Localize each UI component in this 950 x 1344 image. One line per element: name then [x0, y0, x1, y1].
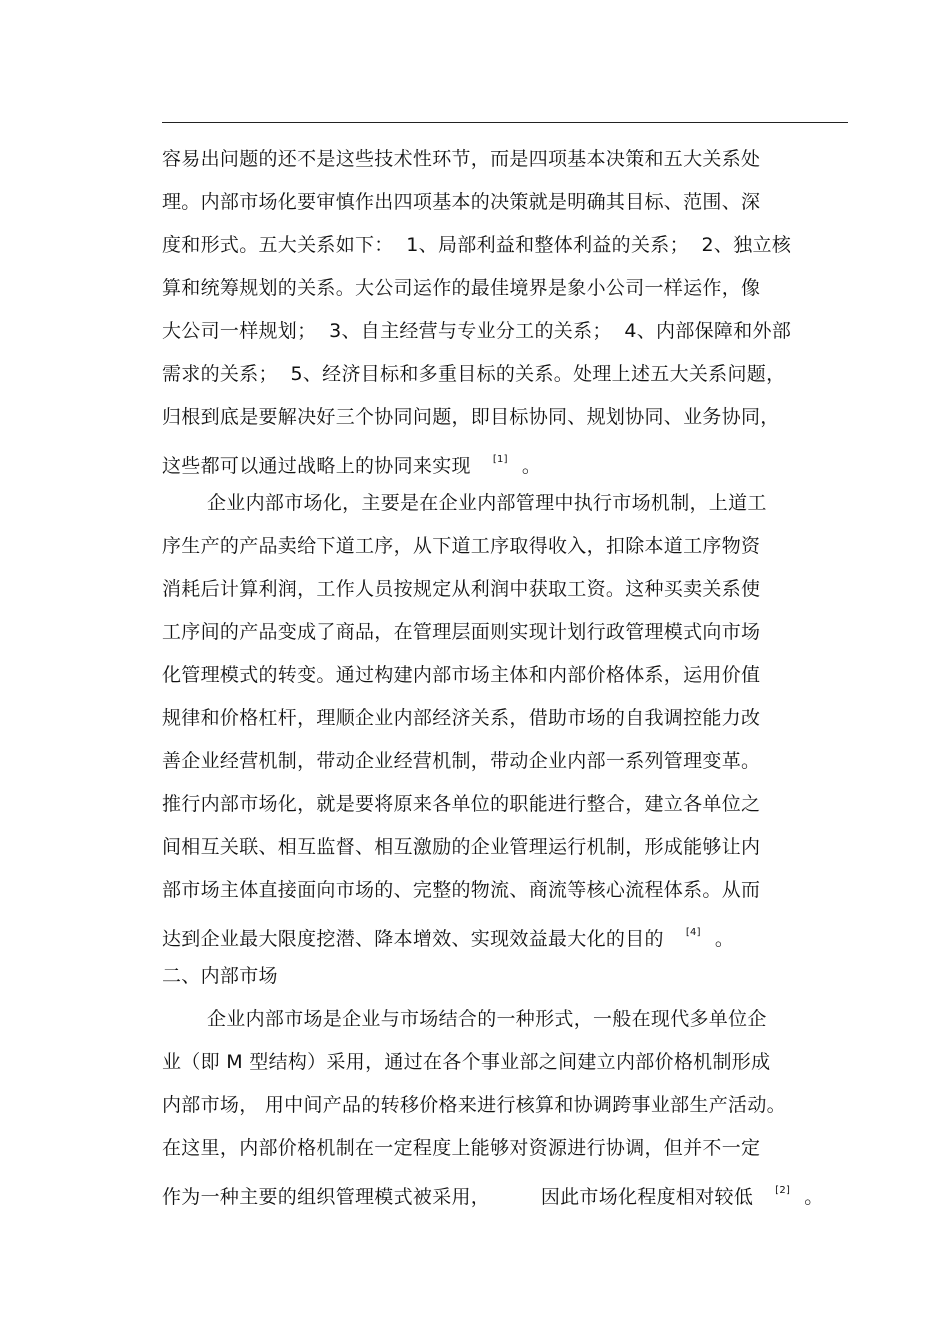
line-end: 。	[804, 1186, 824, 1208]
header-rule	[162, 122, 848, 123]
text-line: 内部市场， 用中间产品的转移价格来进行核算和协调跨事业部生产活动。	[162, 1094, 786, 1116]
section-heading: 二、内部市场	[162, 965, 278, 987]
text-line: 企业内部市场化，主要是在企业内部管理中执行市场机制，上道工	[207, 492, 767, 514]
text-line: 规律和价格杠杆，理顺企业内部经济关系，借助市场的自我调控能力改	[162, 707, 761, 729]
text-line: 理。内部市场化要审慎作出四项基本的决策就是明确其目标、范围、深	[162, 191, 761, 213]
text-line: 业（即 M 型结构）采用，通过在各个事业部之间建立内部价格机制形成	[162, 1051, 771, 1073]
text-line: 序生产的产品卖给下道工序，从下道工序取得收入，扣除本道工序物资	[162, 535, 761, 557]
text-line: 消耗后计算利润，工作人员按规定从利润中获取工资。这种买卖关系使	[162, 578, 761, 600]
text-line: 推行内部市场化，就是要将原来各单位的职能进行整合，建立各单位之	[162, 793, 761, 815]
text-line: 善企业经营机制，带动企业经营机制，带动企业内部一系列管理变革。	[162, 750, 761, 772]
text-line: 归根到底是要解决好三个协同问题，即目标协同、规划协同、业务协同，	[162, 406, 780, 428]
text-line-with-citation	[162, 920, 735, 950]
text-line: 大公司一样规划； 3、自主经营与专业分工的关系； 4、内部保障和外部	[162, 320, 792, 342]
line-end: 。	[521, 455, 542, 477]
text-line: 算和统筹规划的关系。大公司运作的最佳境界是象小公司一样运作，像	[162, 277, 761, 299]
text-line-with-citation	[162, 447, 542, 477]
text-line-with-citation	[162, 1178, 824, 1208]
text-line: 部市场主体直接面向市场的、完整的物流、商流等核心流程体系。从而	[162, 879, 761, 901]
text-line: 间相互关联、相互监督、相互激励的企业管理运行机制，形成能够让内	[162, 836, 761, 858]
citation-ref: [1]	[492, 454, 508, 465]
text-line: 需求的关系； 5、经济目标和多重目标的关系。处理上述五大关系问题，	[162, 363, 786, 385]
citation-ref: [2]	[775, 1185, 791, 1196]
text-line: 容易出问题的还不是这些技术性环节，而是四项基本决策和五大关系处	[162, 148, 761, 170]
citation-ref: [4]	[685, 927, 701, 938]
line-text: 达到企业最大限度挖潜、降本增效、实现效益最大化的目的	[162, 928, 664, 950]
line-text: 作为一种主要的组织管理模式被采用， 因此市场化程度相对较低	[162, 1186, 754, 1208]
line-end: 。	[714, 928, 735, 950]
text-line: 企业内部市场是企业与市场结合的一种形式，一般在现代多单位企	[207, 1008, 767, 1030]
text-line: 化管理模式的转变。通过构建内部市场主体和内部价格体系，运用价值	[162, 664, 761, 686]
line-text: 这些都可以通过战略上的协同来实现	[162, 455, 471, 477]
text-line: 度和形式。五大关系如下： 1、局部利益和整体利益的关系； 2、独立核	[162, 234, 792, 256]
text-line: 在这里，内部价格机制在一定程度上能够对资源进行协调，但并不一定	[162, 1137, 761, 1159]
text-line: 工序间的产品变成了商品，在管理层面则实现计划行政管理模式向市场	[162, 621, 761, 643]
